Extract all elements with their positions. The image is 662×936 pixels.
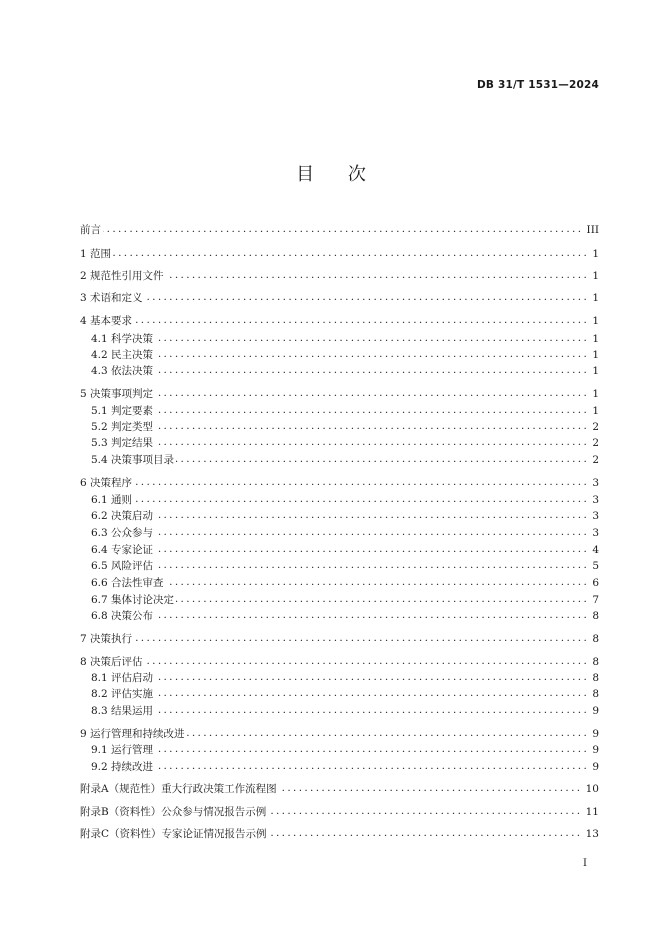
dot-leader bbox=[176, 452, 586, 467]
toc-entry-page: 1 bbox=[592, 291, 599, 304]
toc-entry[interactable] bbox=[91, 686, 599, 701]
toc-entry-page: 1 bbox=[592, 332, 599, 345]
toc-entry[interactable] bbox=[80, 826, 599, 841]
dot-leader bbox=[113, 246, 586, 261]
toc-entry[interactable] bbox=[80, 475, 599, 490]
toc-entry-label: 9 运行管理和持续改进 bbox=[80, 728, 185, 740]
dot-leader bbox=[145, 290, 587, 305]
toc-entry-label: 4 基本要求 bbox=[80, 315, 133, 327]
toc-entry-label: 5 决策事项判定 bbox=[80, 388, 154, 400]
toc-entry[interactable] bbox=[91, 419, 599, 434]
dot-leader bbox=[155, 686, 586, 701]
toc-entry-label: 5.1 判定要素 bbox=[91, 405, 154, 417]
toc-entry-page: 8 bbox=[592, 655, 599, 668]
toc-entry-label: 5.4 决策事项目录 bbox=[91, 454, 175, 466]
dot-leader bbox=[155, 435, 586, 450]
dot-leader bbox=[176, 592, 586, 607]
toc-entry-page: 7 bbox=[592, 593, 599, 606]
toc-entry-page: 5 bbox=[592, 559, 599, 572]
toc-entry-label: 6.7 集体讨论决定 bbox=[91, 594, 175, 606]
toc-entry[interactable] bbox=[91, 363, 599, 378]
toc-entry-label: 附录C（资料性）专家论证情况报告示例 bbox=[80, 828, 267, 840]
toc-entry[interactable] bbox=[80, 222, 599, 237]
dot-leader bbox=[155, 558, 586, 573]
toc-entry[interactable] bbox=[91, 759, 599, 774]
toc-entry-page: 1 bbox=[592, 314, 599, 327]
toc-entry-label: 附录A（规范性）重大行政决策工作流程图 bbox=[80, 783, 277, 795]
dot-leader bbox=[155, 542, 586, 557]
toc-entry-page: 9 bbox=[592, 760, 599, 773]
toc-entry-page: 2 bbox=[592, 436, 599, 449]
toc-entry[interactable] bbox=[91, 670, 599, 685]
dot-leader bbox=[155, 742, 586, 757]
toc-entry[interactable] bbox=[91, 592, 599, 607]
toc-entry-page: 8 bbox=[592, 632, 599, 645]
dot-leader bbox=[155, 670, 586, 685]
toc-entry[interactable] bbox=[80, 781, 599, 796]
toc-entry[interactable] bbox=[91, 403, 599, 418]
dot-leader bbox=[166, 268, 587, 283]
dot-leader bbox=[155, 331, 586, 346]
toc-entry[interactable] bbox=[80, 386, 599, 401]
toc-entry-label: 8.2 评估实施 bbox=[91, 688, 154, 700]
toc-entry-label: 9.2 持续改进 bbox=[91, 761, 154, 773]
toc-entry-page: 1 bbox=[592, 364, 599, 377]
toc-entry[interactable] bbox=[91, 608, 599, 623]
toc-entry-page: 1 bbox=[592, 387, 599, 400]
toc-entry[interactable] bbox=[91, 742, 599, 757]
toc-entry-label: 7 决策执行 bbox=[80, 633, 133, 645]
toc-entry-page: 10 bbox=[585, 782, 599, 795]
toc-entry-label: 6.5 风险评估 bbox=[91, 560, 154, 572]
dot-leader bbox=[103, 222, 581, 237]
dot-leader bbox=[279, 781, 580, 796]
dot-leader bbox=[269, 826, 580, 841]
toc-entry-label: 4.2 民主决策 bbox=[91, 349, 154, 361]
toc-entry[interactable] bbox=[91, 525, 599, 540]
toc-entry-page: 4 bbox=[592, 543, 599, 556]
toc-entry[interactable] bbox=[80, 313, 599, 328]
toc-entry[interactable] bbox=[91, 331, 599, 346]
dot-leader bbox=[155, 608, 586, 623]
toc-entry-page: 8 bbox=[592, 609, 599, 622]
toc-entry-label: 5.2 判定类型 bbox=[91, 421, 154, 433]
toc-entry-label: 1 范围 bbox=[80, 248, 112, 260]
toc-entry-label: 6.6 合法性审查 bbox=[91, 577, 164, 589]
dot-leader bbox=[134, 475, 586, 490]
toc-entry-page: III bbox=[586, 223, 599, 236]
dot-leader bbox=[155, 703, 586, 718]
toc-entry[interactable] bbox=[80, 654, 599, 669]
dot-leader bbox=[134, 631, 586, 646]
toc-entry[interactable] bbox=[80, 631, 599, 646]
toc-entry-label: 6.3 公众参与 bbox=[91, 527, 154, 539]
dot-leader bbox=[155, 525, 586, 540]
toc-entry-label: 8 决策后评估 bbox=[80, 656, 143, 668]
toc-entry-label: 6.1 通则 bbox=[91, 494, 133, 506]
page-title: 目 次 bbox=[296, 164, 380, 185]
toc-entry-page: 2 bbox=[592, 420, 599, 433]
page-number: I bbox=[583, 858, 587, 869]
toc-entry[interactable] bbox=[80, 246, 599, 261]
toc-entry-page: 9 bbox=[592, 743, 599, 756]
toc-entry-label: 前言 bbox=[80, 224, 101, 236]
toc-entry-page: 8 bbox=[592, 687, 599, 700]
toc-entry[interactable] bbox=[80, 268, 599, 283]
dot-leader bbox=[155, 759, 586, 774]
toc-entry-label: 9.1 运行管理 bbox=[91, 744, 154, 756]
toc-entry-label: 6.2 决策启动 bbox=[91, 510, 154, 522]
toc-entry[interactable] bbox=[91, 347, 599, 362]
toc-entry[interactable] bbox=[91, 575, 599, 590]
toc-entry-page: 9 bbox=[592, 727, 599, 740]
dot-leader bbox=[155, 403, 586, 418]
toc-entry[interactable] bbox=[80, 804, 599, 819]
dot-leader bbox=[155, 386, 586, 401]
toc-entry-label: 附录B（资料性）公众参与情况报告示例 bbox=[80, 806, 267, 818]
toc-entry-page: 11 bbox=[585, 805, 599, 818]
dot-leader bbox=[134, 313, 586, 328]
toc-entry-label: 8.1 评估启动 bbox=[91, 672, 154, 684]
toc-entry-page: 1 bbox=[592, 348, 599, 361]
dot-leader bbox=[155, 347, 586, 362]
toc-entry-label: 6.4 专家论证 bbox=[91, 544, 154, 556]
toc-entry[interactable] bbox=[80, 726, 599, 741]
dot-leader bbox=[134, 492, 586, 507]
toc-entry-label: 4.1 科学决策 bbox=[91, 333, 154, 345]
toc-entry[interactable] bbox=[91, 508, 599, 523]
toc-entry-label: 6 决策程序 bbox=[80, 477, 133, 489]
dot-leader bbox=[187, 726, 587, 741]
toc-entry-page: 3 bbox=[592, 493, 599, 506]
toc-entry-label: 6.8 决策公布 bbox=[91, 610, 154, 622]
toc-entry-page: 1 bbox=[592, 247, 599, 260]
toc-entry-page: 9 bbox=[592, 704, 599, 717]
dot-leader bbox=[145, 654, 587, 669]
toc-entry-page: 2 bbox=[592, 453, 599, 466]
toc-entry-page: 6 bbox=[592, 576, 599, 589]
document-code: DB 31/T 1531—2024 bbox=[477, 79, 599, 91]
dot-leader bbox=[155, 363, 586, 378]
dot-leader bbox=[268, 804, 579, 819]
toc-entry-page: 3 bbox=[592, 526, 599, 539]
toc-entry[interactable] bbox=[91, 542, 599, 557]
toc-entry[interactable] bbox=[91, 703, 599, 718]
dot-leader bbox=[155, 419, 586, 434]
toc-entry-page: 1 bbox=[592, 404, 599, 417]
toc-entry-page: 13 bbox=[585, 827, 599, 840]
toc-entry-page: 8 bbox=[592, 671, 599, 684]
toc-entry-label: 4.3 依法决策 bbox=[91, 365, 154, 377]
toc-entry[interactable] bbox=[91, 435, 599, 450]
toc-entry-label: 2 规范性引用文件 bbox=[80, 270, 164, 282]
toc-entry[interactable] bbox=[80, 290, 599, 305]
toc-entry-label: 8.3 结果运用 bbox=[91, 705, 154, 717]
toc-entry-page: 3 bbox=[592, 476, 599, 489]
toc-entry-label: 3 术语和定义 bbox=[80, 292, 143, 304]
toc-entry[interactable] bbox=[91, 492, 599, 507]
toc-entry[interactable] bbox=[91, 452, 599, 467]
toc-entry[interactable] bbox=[91, 558, 599, 573]
toc-entry-label: 5.3 判定结果 bbox=[91, 437, 154, 449]
dot-leader bbox=[166, 575, 587, 590]
dot-leader bbox=[155, 508, 586, 523]
toc-entry-page: 1 bbox=[592, 269, 599, 282]
toc-entry-page: 3 bbox=[592, 509, 599, 522]
